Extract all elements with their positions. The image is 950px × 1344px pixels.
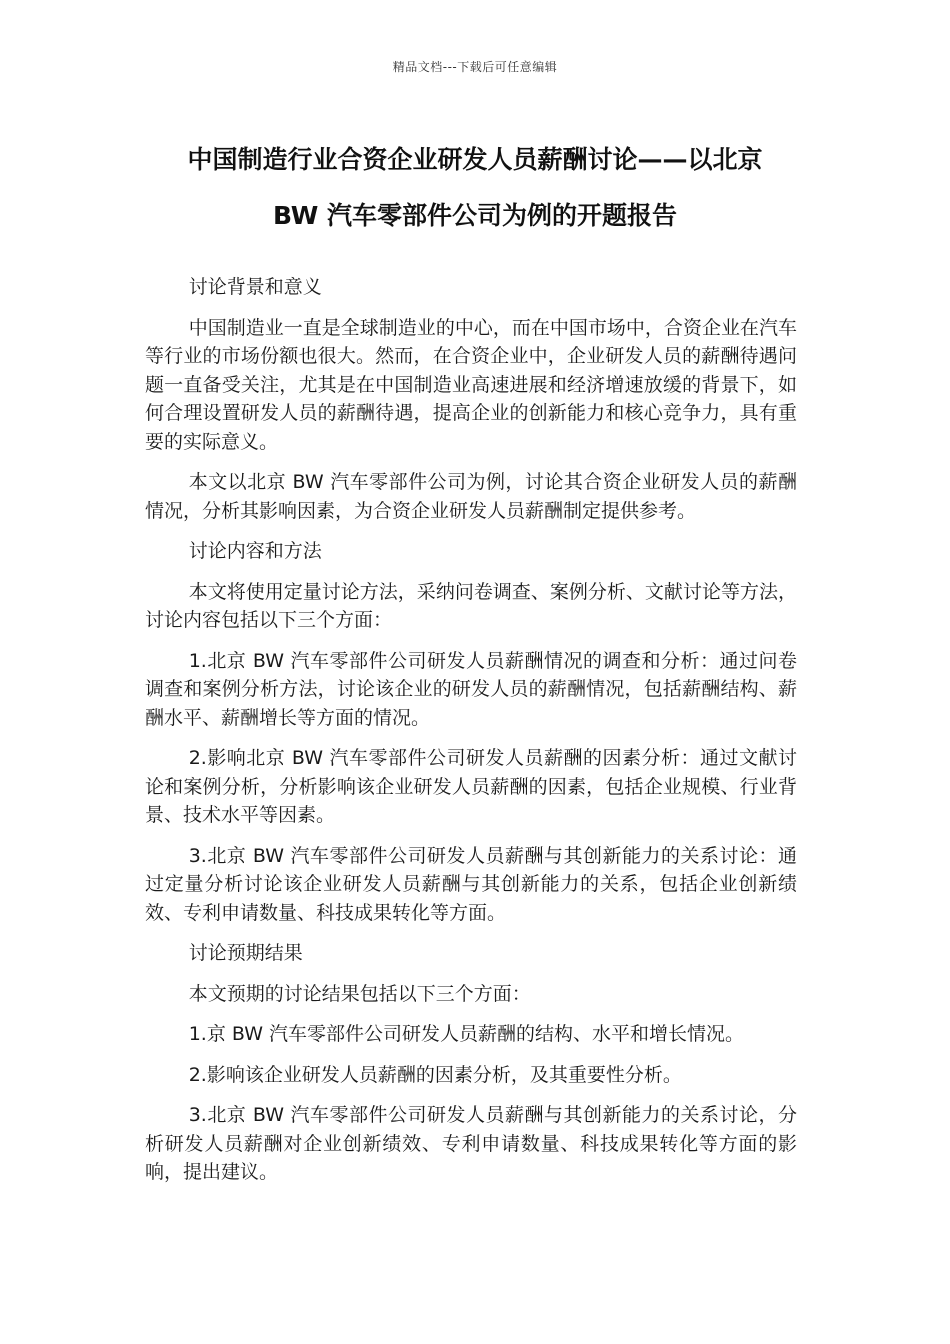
paragraph-method-intro: 本文将使用定量讨论方法，采纳问卷调查、案例分析、文献讨论等方法，讨论内容包括以下三个方面：: [145, 580, 797, 631]
paragraph-method-item-2: 2.影响北京 BW 汽车零部件公司研发人员薪酬的因素分析：通过文献讨论和案例分析，分析影响该企业研发人员薪酬的因素，包括企业规模、行业背景、技术水平等因素。: [145, 747, 797, 826]
paragraph-results-intro: 本文预期的讨论结果包括以下三个方面：: [188, 982, 531, 1005]
paragraph-results-item-3: 3.北京 BW 汽车零部件公司研发人员薪酬与其创新能力的关系讨论，分析研发人员薪酬对企业创新绩效、专利申请数量、科技成果转化等方面的影响，提出建议。: [145, 1104, 797, 1183]
title-line-2: BW 汽车零部件公司为例的开题报告: [273, 201, 677, 230]
paragraph-background-1: 中国制造业一直是全球制造业的中心，而在中国市场中，合资企业在汽车等行业的市场份额也很大。然而，在合资企业中，企业研发人员的薪酬待遇问题一直备受关注，尤其是在中国制造业高速进展和经济增速放缓的背景下，如何合理设置研发人员的薪酬待遇，提高企业的创新能力和核心竞争力，具有重要的实际意义。: [145, 316, 797, 453]
paragraph-results-item-2: 2.影响该企业研发人员薪酬的因素分析，及其重要性分析。: [188, 1063, 682, 1086]
section-heading-background: 讨论背景和意义: [188, 276, 322, 298]
document-title: [130, 132, 820, 244]
document-body: [145, 273, 797, 1199]
title-line-1: 中国制造行业合资企业研发人员薪酬讨论——以北京: [187, 145, 763, 174]
paragraph-method-item-1: 1.北京 BW 汽车零部件公司研发人员薪酬情况的调查和分析：通过问卷调查和案例分析方法，讨论该企业的研发人员的薪酬情况，包括薪酬结构、薪酬水平、薪酬增长等方面的情况。: [145, 649, 797, 729]
paragraph-method-item-3: 3.北京 BW 汽车零部件公司研发人员薪酬与其创新能力的关系讨论：通过定量分析讨论该企业研发人员薪酬与其创新能力的关系，包括企业创新绩效、专利申请数量、科技成果转化等方面。: [145, 844, 797, 924]
paragraph-background-2: 本文以北京 BW 汽车零部件公司为例，讨论其合资企业研发人员的薪酬情况，分析其影响因素，为合资企业研发人员薪酬制定提供参考。: [145, 471, 797, 522]
header-note: 精品文档---下载后可任意编辑: [392, 60, 558, 74]
section-heading-results: 讨论预期结果: [188, 942, 303, 964]
paragraph-results-item-1: 1.京 BW 汽车零部件公司研发人员薪酬的结构、水平和增长情况。: [188, 1023, 745, 1045]
section-heading-method: 讨论内容和方法: [188, 540, 322, 562]
